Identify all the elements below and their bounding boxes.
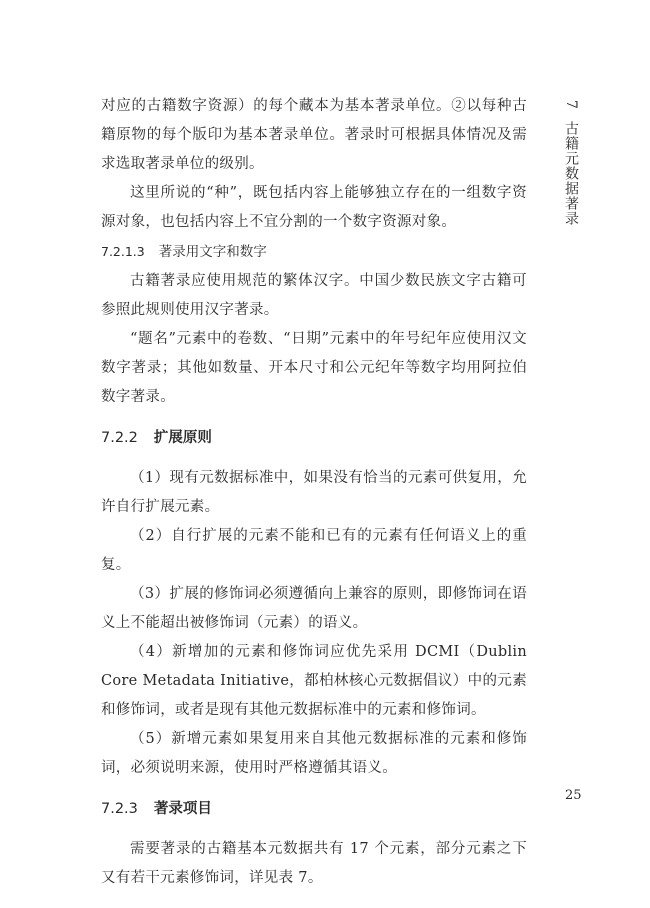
section-heading (101, 797, 212, 818)
list-item: （1）现有元数据标准中，如果没有恰当的元素可供复用，允许自行扩展元素。 (101, 470, 527, 515)
section-number: 7.2.3 (101, 801, 138, 817)
paragraph: “题名”元素中的卷数、“日期”元素中的年号纪年应使用汉文数字著录；其他如数量、开本尺寸和公元纪年等数字均用阿拉伯数字著录。 (101, 331, 527, 405)
list-item: （5）新增元素如果复用来自其他元数据标准的元素和修饰词，必须说明来源，使用时严格遵循其语义。 (101, 731, 527, 776)
body-text (101, 92, 527, 893)
list-item: （4）新增加的元素和修饰词应优先采用 DCMI（Dublin Core Metadata Initiative，都柏林核心元数据倡议）中的元素和修饰词，或者是现有其他元数据标准中的元素和修饰词。 (101, 644, 527, 718)
chapter-number: 7 (563, 100, 579, 110)
paragraph: 这里所说的“种”，既包括内容上能够独立存在的一组数字资源对象，也包括内容上不宜分割的一个数字资源对象。 (101, 185, 527, 230)
section-title: 扩展原则 (153, 430, 212, 446)
page-number: 25 (565, 788, 582, 803)
paragraph: 古籍著录应使用规范的繁体汉字。中国少数民族文字古籍可参照此规则使用汉字著录。 (101, 273, 527, 318)
section-heading-wrap (101, 420, 527, 458)
subsection-number: 7.2.1.3 (101, 244, 145, 259)
running-chapter-header (561, 100, 581, 226)
chapter-title: 古籍元数据著录 (563, 121, 579, 227)
section-number: 7.2.2 (101, 430, 138, 446)
paragraph: 需要著录的古籍基本元数据共有 17 个元素，部分元素之下又有若干元素修饰词，详见表 7。 (101, 841, 527, 886)
section-title: 著录项目 (153, 801, 212, 817)
list-item: （2）自行扩展的元素不能和已有的元素有任何语义上的重复。 (101, 528, 527, 573)
subsection-title: 著录用文字和数字 (158, 244, 267, 260)
subsection-heading (101, 237, 527, 267)
list-item: （3）扩展的修饰词必须遵循向上兼容的原则，即修饰词在语义上不能超出被修饰词（元素）的语义。 (101, 586, 527, 631)
section-heading-wrap (101, 791, 527, 829)
continuation-paragraph: 对应的古籍数字资源）的每个藏本为基本著录单位。②以每种古籍原物的每个版印为基本著录单位。著录时可根据具体情况及需求选取著录单位的级别。 (101, 98, 527, 172)
section-heading (101, 426, 212, 447)
